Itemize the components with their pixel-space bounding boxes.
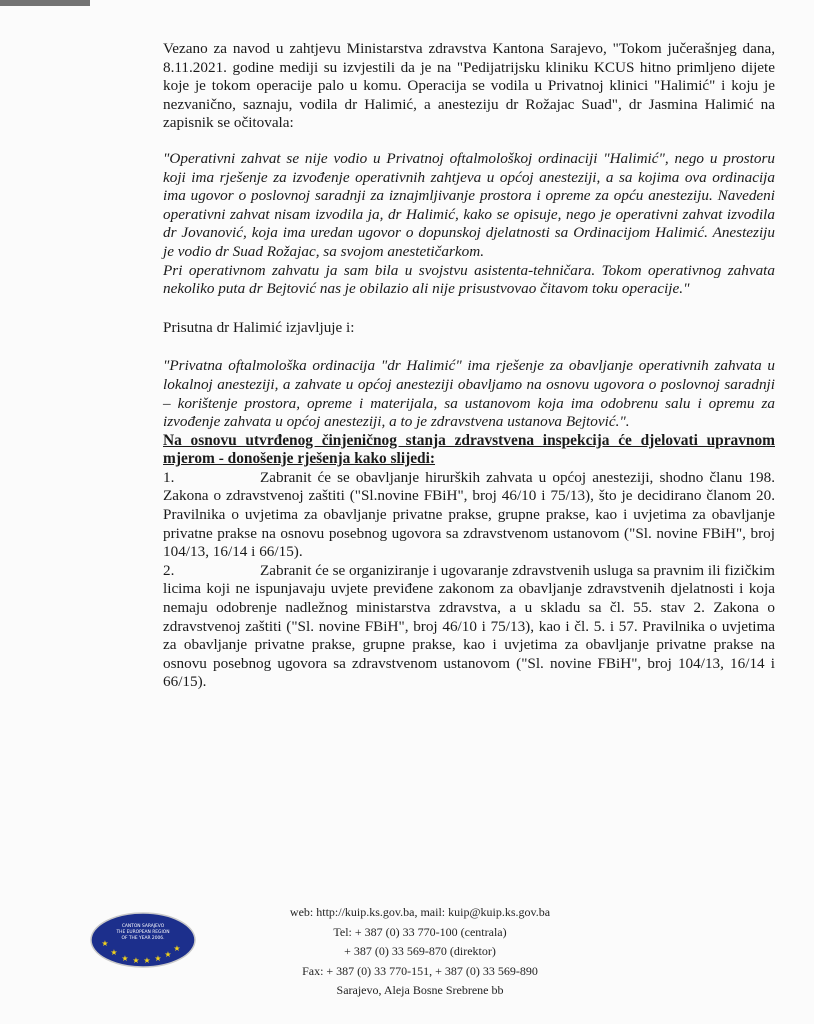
svg-text:CANTON SARAJEVO: CANTON SARAJEVO xyxy=(121,924,165,929)
tel-director: + 387 (0) 33 569-870 (direktor) xyxy=(344,944,496,959)
decision-heading: Na osnovu utvrđenog činjeničnog stanja zdravstvena inspekcija će djelovati upravnom mjerom - donošenje rješenja kako slijedi: xyxy=(163,431,775,468)
canton-sarajevo-logo xyxy=(88,910,198,970)
tel-central: Tel: + 387 (0) 33 770-100 (centrala) xyxy=(333,924,507,939)
svg-text:★: ★ xyxy=(132,956,140,965)
contact-block xyxy=(210,903,630,1001)
svg-text:★: ★ xyxy=(110,948,118,957)
web-mail: web: http://kuip.ks.gov.ba, mail: kuip@kuip.ks.gov.ba xyxy=(289,905,551,919)
svg-text:★: ★ xyxy=(143,956,151,965)
svg-text:★: ★ xyxy=(101,939,109,948)
address: Sarajevo, Aleja Bosne Srebrene bb xyxy=(336,983,504,998)
item-text: Zabranit će se obavljanje hirurških zahvata u općoj anesteziji, shodno članu 198. Zakona o zdravstvenoj zaštiti ("Sl.novine FBiH", broj 46/10 i 75/13), što je decidirano članom 20. Pravilnika o uvjetima za obavljanje privatne prakse, grupne prakse, kao i uvjetima za obavljanje privatne prakse na osnovu posebnog ugovora sa zdravstvenom ustanovom ("Sl. novine FBiH", broj 104/13, 16/14 i 66/15). xyxy=(163,468,775,561)
svg-text:★: ★ xyxy=(173,944,181,953)
present-statement: Prisutna dr Halimić izjavljuje i: xyxy=(163,318,355,336)
scan-mark xyxy=(0,0,90,6)
item-number: 1. xyxy=(163,468,175,486)
decision-item-2 xyxy=(163,562,775,692)
fax: Fax: + 387 (0) 33 770-151, + 387 (0) 33 569-890 xyxy=(302,963,538,978)
item-text: Zabranit će se organiziranje i ugovaranje zdravstvenih usluga sa pravnim ili fizičkim licima koji ne ispunjavaju uvjete previđene zakonom za obavljanje zdravstvenih djelatnosti i koja nemaju odobrenje nadležnog ministarstva zdravstva, a u skladu sa čl. 55. stav 2. Zakona o zdravstvenoj zaštiti ("Sl. novine FBiH", broj 46/10 i 75/13), kao i čl. 5. i 57. Pravilnika o uvjetima za obavljanje privatne prakse, grupne prakse, kao i uvjetima za obavljanje privatne prakse na osnovu posebnog ugovora sa zdravstvenom ustanovom ("Sl. novine FBiH", broj 104/13, 16/14 i 66/15). xyxy=(163,561,775,691)
intro-paragraph: Vezano za navod u zahtjevu Ministarstva zdravstva Kantona Sarajevo, "Tokom jučerašnjeg dana, 8.11.2021. godine mediji su izvjestili da je na "Pedijatrijsku kliniku KCUS hitno primljeno dijete koje je tokom operacije palo u komu. Operacija se vodila u Privatnoj klinici "Halimić" i koju je nezvanično, saznaju, vodila dr Halimić, a anesteziju dr Rožajac Suad", dr Jasmina Halimić na zapisnik se očitovala: xyxy=(163,40,775,132)
statement-quote-1: "Operativni zahvat se nije vodio u Privatnoj oftalmološkoj ordinaciji "Halimić", nego u prostoru koji ima rješenje za izvođenje operativnih zahtjeva u općoj anesteziji, a sa kojima ova ordinacija ima ugovor o poslovnoj saradnji za iznajmljivanje prostora i opreme za opću anesteziju. Navedeni operativni zahvat nisam izvodila ja, dr Halimić, kako se opisuje, nego je operativni zahvat izvodila dr Jovanović, koja ima uredan ugovor o dopunskoj djelatnosti sa Ordinacijom Halimić. Anesteziju je vodio dr Suad Rožajac, sa svojom anestetičarkom. xyxy=(163,149,775,260)
svg-text:★: ★ xyxy=(154,954,162,963)
svg-text:OF THE YEAR 2006.: OF THE YEAR 2006. xyxy=(121,936,165,941)
statement-quote-1b: Pri operativnom zahvatu ja sam bila u svojstvu asistenta-tehničara. Tokom operativnog zahvata nekoliko puta dr Bejtović nas je obilazio ali nije prisustvovao čitavom toku operacije." xyxy=(163,261,775,298)
item-number: 2. xyxy=(163,561,175,579)
svg-text:★: ★ xyxy=(164,950,172,959)
decision-item-1 xyxy=(163,469,775,562)
svg-text:★: ★ xyxy=(121,954,129,963)
document-body xyxy=(163,40,775,692)
statement-quote-2: "Privatna oftalmološka ordinacija "dr Halimić" ima rješenje za obavljanje operativnih zahvata u lokalnoj anesteziji, a zahvate u općoj anesteziji obavljamo na osnovu ugovora o poslovnoj saradnji – korištenje prostora, opreme i materijala, sa ustanovom koja ima odobrenu salu i opremu za izvođenje zahvata u općoj anesteziji, a to je zdravstvena ustanova Bejtović.". xyxy=(163,357,775,431)
footer xyxy=(0,898,814,1024)
svg-text:THE EUROPEAN REGION: THE EUROPEAN REGION xyxy=(116,930,170,935)
